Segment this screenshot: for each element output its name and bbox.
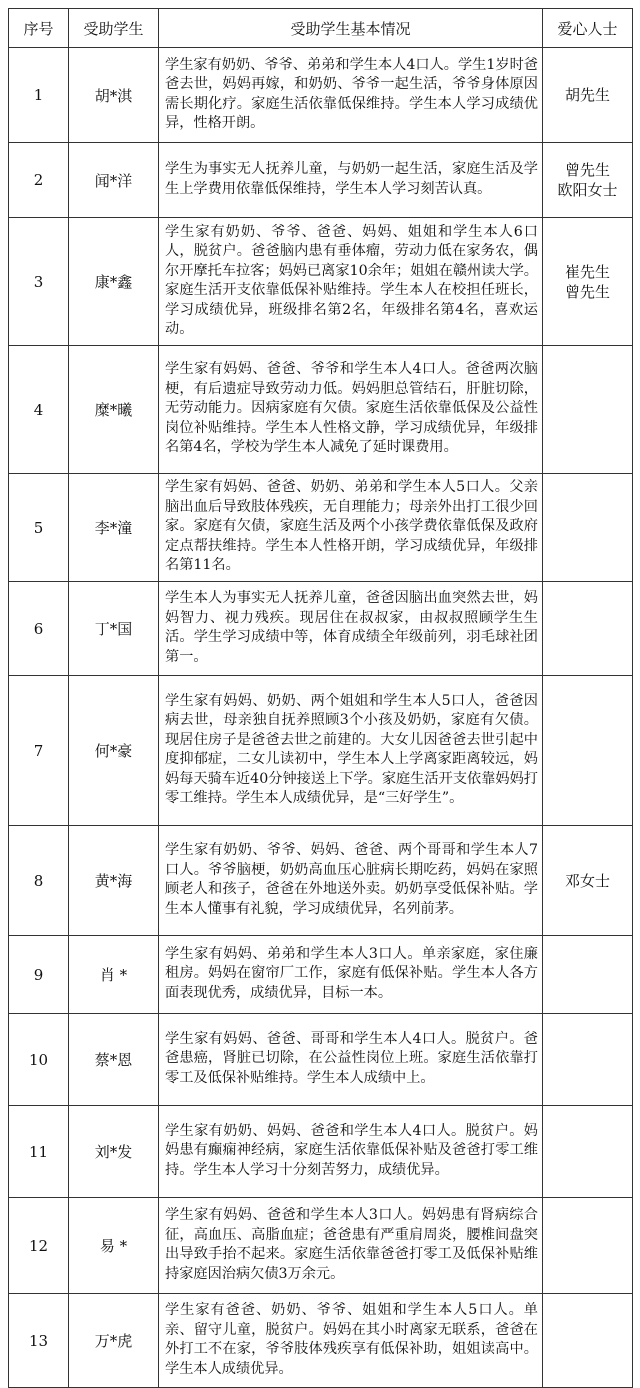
donor-name: 曾先生 <box>564 282 610 301</box>
row-number: 5 <box>9 474 69 582</box>
student-name: 糜*曦 <box>69 346 159 474</box>
row-number: 12 <box>9 1198 69 1294</box>
row-number: 13 <box>9 1294 69 1388</box>
donor-name: 欧阳女士 <box>557 181 618 199</box>
student-situation: 学生家有奶奶、爷爷、弟弟和学生本人4口人。学生1岁时爸爸去世，妈妈再嫁，和奶奶、爷爷一起生活，爷爷身体原因需长期化疗。家庭生活依靠低保维持。学生本人学习成绩优异，性格开朗。 <box>159 48 543 143</box>
student-situation: 学生家有奶奶、爷爷、妈妈、爸爸、两个哥哥和学生本人7口人。爷爷脑梗，奶奶高血压心脏病长期吃药，妈妈在家照顾老人和孩子，爸爸在外地送外卖。奶奶享受低保补贴。学生本人懂事有礼貌，学习成绩优异，名列前茅。 <box>159 826 543 936</box>
donor-cell <box>543 48 633 143</box>
student-name: 肖 * <box>69 936 159 1014</box>
aid-students-table <box>8 8 633 1388</box>
student-situation: 学生本人为事实无人抚养儿童，爸爸因脑出血突然去世，妈妈智力、视力残疾。现居住在叔叔家，由叔叔照顾学生生活。学生学习成绩中等，体育成绩全年级前列，羽毛球社团第一。 <box>159 582 543 676</box>
row-number: 7 <box>9 676 69 826</box>
student-situation: 学生家有奶奶、爷爷、爸爸、妈妈、姐姐和学生本人6口人，脱贫户。爸爸脑内患有垂体瘤，劳动力低在家务农，偶尔开摩托车拉客；妈妈已离家10余年；姐姐在赣州读大学。家庭生活开支依靠低保补贴维持。学生本人在校担任班长，学习成绩优异，班级排名第2名，年级排名第4名，喜欢运动。 <box>159 218 543 346</box>
table-row <box>9 582 633 676</box>
donor-cell-empty <box>543 582 633 676</box>
donor-cell-empty <box>543 676 633 826</box>
student-name: 康*鑫 <box>69 218 159 346</box>
student-situation: 学生家有妈妈、爸爸、哥哥和学生本人4口人。脱贫户。爸爸患癌，肾脏已切除，在公益性岗位上班。家庭生活依靠打零工及低保补贴维持。学生本人成绩中上。 <box>159 1014 543 1106</box>
student-situation: 学生家有妈妈、爸爸、爷爷和学生本人4口人。爸爸两次脑梗，有后遗症导致劳动力低。妈妈胆总管结石，肝脏切除，无劳动能力。因病家庭有欠债。家庭生活依靠低保及公益性岗位补贴维持。学生本人性格文静，学习成绩优异，年级排名第4名，学校为学生本人减免了延时课费用。 <box>159 346 543 474</box>
student-situation: 学生家有爸爸、奶奶、爷爷、姐姐和学生本人5口人。单亲、留守儿童，脱贫户。妈妈在其小时离家无联系，爸爸在外打工不在家，爷爷肢体残疾享有低保补助，姐姐读高中。学生本人成绩优异。 <box>159 1294 543 1388</box>
table-row <box>9 48 633 143</box>
header-number: 序号 <box>9 9 69 48</box>
student-name: 李*潼 <box>69 474 159 582</box>
table-row <box>9 826 633 936</box>
row-number: 11 <box>9 1106 69 1198</box>
donor-name: 胡先生 <box>564 86 610 104</box>
donor-cell-empty <box>543 936 633 1014</box>
student-name: 万*虎 <box>69 1294 159 1388</box>
donor-name: 曾先生 <box>564 161 610 179</box>
row-number: 6 <box>9 582 69 676</box>
table-row <box>9 1198 633 1294</box>
table-row <box>9 1014 633 1106</box>
table-header-row <box>9 9 633 48</box>
student-name: 黄*海 <box>69 826 159 936</box>
donor-cell <box>543 826 633 936</box>
row-number: 4 <box>9 346 69 474</box>
student-situation: 学生为事实无人抚养儿童，与奶奶一起生活，家庭生活及学生上学费用依靠低保维持，学生本人学习刻苦认真。 <box>159 143 543 218</box>
table-row <box>9 1294 633 1388</box>
student-name: 刘*发 <box>69 1106 159 1198</box>
table-row <box>9 676 633 826</box>
table-row <box>9 936 633 1014</box>
table-row <box>9 218 633 346</box>
donor-cell-empty <box>543 474 633 582</box>
student-name: 易 * <box>69 1198 159 1294</box>
donor-name: 崔先生 <box>564 262 610 281</box>
table-row <box>9 143 633 218</box>
student-name: 胡*淇 <box>69 48 159 143</box>
table-row <box>9 1106 633 1198</box>
header-student: 受助学生 <box>69 9 159 48</box>
row-number: 1 <box>9 48 69 143</box>
student-situation: 学生家有妈妈、爸爸和学生本人3口人。妈妈患有肾病综合征，高血压、高脂血症；爸爸患有严重肩周炎，腰椎间盘突出导致手抬不起来。家庭生活依靠爸爸打零工及低保补贴维持家庭因治病欠债3万余元。 <box>159 1198 543 1294</box>
donor-cell-empty <box>543 1014 633 1106</box>
donor-cell-empty <box>543 1198 633 1294</box>
student-name: 何*豪 <box>69 676 159 826</box>
row-number: 8 <box>9 826 69 936</box>
donor-cell <box>543 143 633 218</box>
row-number: 10 <box>9 1014 69 1106</box>
donor-cell-empty <box>543 1294 633 1388</box>
student-name: 丁*国 <box>69 582 159 676</box>
student-situation: 学生家有妈妈、爸爸、奶奶、弟弟和学生本人5口人。父亲脑出血后导致肢体残疾，无自理能力；母亲外出打工很少回家。家庭有欠债，家庭生活及两个小孩学费依靠低保及政府定点帮扶维持。学生本人性格开朗，学习成绩优异，年级排名第11名。 <box>159 474 543 582</box>
header-situation: 受助学生基本情况 <box>159 9 543 48</box>
donor-cell-empty <box>543 1106 633 1198</box>
table-row <box>9 474 633 582</box>
table-row <box>9 346 633 474</box>
student-situation: 学生家有奶奶、妈妈、爸爸和学生本人4口人。脱贫户。妈妈患有癫痫神经病，家庭生活依靠低保补贴及爸爸打零工维持。学生本人学习十分刻苦努力，成绩优异。 <box>159 1106 543 1198</box>
student-situation: 学生家有妈妈、奶奶、两个姐姐和学生本人5口人，爸爸因病去世，母亲独自抚养照顾3个小孩及奶奶，家庭有欠债。现居住房子是爸爸去世之前建的。大女儿因爸爸去世引起中度抑郁症，二女儿读初中，学生本人上学离家距离较远，妈妈每天骑车近40分钟接送上下学。家庭生活开支依靠妈妈打零工维持。学生本人成绩优异，是“三好学生”。 <box>159 676 543 826</box>
donor-cell <box>543 218 633 346</box>
student-situation: 学生家有妈妈、弟弟和学生本人3口人。单亲家庭，家住廉租房。妈妈在窗帘厂工作，家庭有低保补贴。学生本人各方面表现优秀，成绩优异，目标一本。 <box>159 936 543 1014</box>
row-number: 9 <box>9 936 69 1014</box>
row-number: 3 <box>9 218 69 346</box>
student-name: 蔡*恩 <box>69 1014 159 1106</box>
donor-cell-empty <box>543 346 633 474</box>
row-number: 2 <box>9 143 69 218</box>
donor-name: 邓女士 <box>564 871 610 890</box>
header-donor: 爱心人士 <box>543 9 633 48</box>
student-name: 闻*洋 <box>69 143 159 218</box>
